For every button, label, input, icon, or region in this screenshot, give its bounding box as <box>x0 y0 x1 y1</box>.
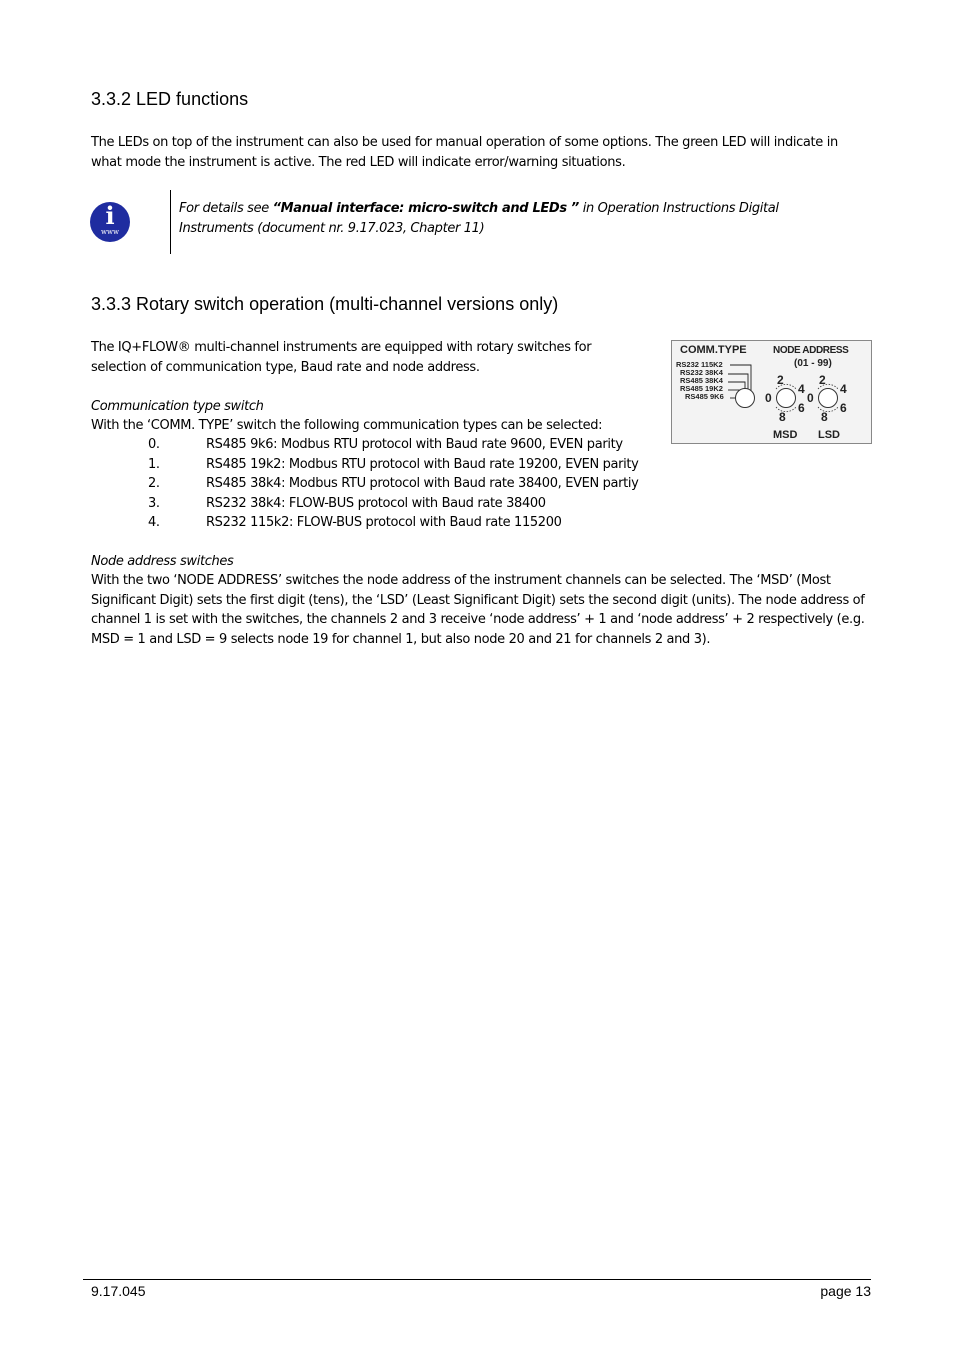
dial-digit: 2 <box>777 373 784 387</box>
dial-digit: 4 <box>840 382 847 396</box>
led-functions-paragraph: The LEDs on top of the instrument can also be used for manual operation of some options. The green LED will indicate in what mode the instrument is active. The red LED will indicate error/warning situations. <box>91 135 838 170</box>
dial-digit: 8 <box>779 410 786 424</box>
list-item-number: 4. <box>148 515 160 530</box>
info-icon-letter: i <box>105 201 115 230</box>
list-item-number: 1. <box>148 456 160 472</box>
dial-digit: 0 <box>807 391 814 405</box>
dial-digit: 8 <box>821 410 828 424</box>
dial-digit: 6 <box>798 401 805 415</box>
footer-divider <box>83 1279 871 1280</box>
dial-digit: 6 <box>840 401 847 415</box>
list-item-number: 2. <box>148 476 160 491</box>
section-heading-led-functions: 3.3.2 LED functions <box>91 89 249 109</box>
dial-digit: 4 <box>798 382 805 396</box>
dial-digit: 0 <box>765 391 772 405</box>
list-item-text: RS485 9k6: Modbus RTU protocol with Baud rate 9600, EVEN parity <box>206 437 623 452</box>
list-item-text: RS485 19k2: Modbus RTU protocol with Baud rate 19200, EVEN parity <box>206 456 639 472</box>
msd-label: MSD <box>773 429 798 441</box>
comm-type-description: With the ‘COMM. TYPE’ switch the following communication types can be selected: <box>91 418 603 433</box>
list-item-text: RS485 38k4: Modbus RTU protocol with Baud rate 38400, EVEN partiy <box>206 476 639 491</box>
comm-type-option-label: RS232 115K2 <box>676 360 723 369</box>
section-heading-rotary-switch: 3.3.3 Rotary switch operation (multi-channel versions only) <box>91 294 559 314</box>
comm-type-title: COMM.TYPE <box>680 344 747 356</box>
footer-page-number: page 13 <box>820 1283 871 1299</box>
rotary-intro-paragraph: The IQ+FLOW® multi-channel instruments are equipped with rotary switches for selection of communication type, Baud rate and node address. <box>91 340 592 375</box>
list-item-text: RS232 115k2: FLOW-BUS protocol with Baud rate 115200 <box>206 515 562 530</box>
comm-type-options <box>676 360 724 401</box>
footer-document-number: 9.17.045 <box>91 1283 146 1299</box>
comm-type-option-label: RS485 9K6 <box>685 392 724 401</box>
rotary-switch-figure <box>671 340 872 444</box>
comm-type-option-label: RS232 38K4 <box>680 368 723 377</box>
node-address-title: NODE ADDRESS <box>773 345 849 356</box>
msd-dial <box>777 389 796 408</box>
node-address-paragraph: With the two ‘NODE ADDRESS’ switches the node address of the instrument channels can be selected. The ‘MSD’ (Most Significant Digit) sets the first digit (tens), the ‘LSD’ (Least Significant Digit) sets the second digit (units). The node address of channel 1 is set with the switches, the channels 2 and 3 receive ‘node address’ + 1 and ‘node address’ + 2 respectively (e.g. MSD = 1 and LSD = 9 selects node 19 for channel 1, but also node 20 and 21 for channels 2 and 3). <box>91 573 865 647</box>
node-address-range: (01 - 99) <box>794 358 832 369</box>
node-address-subheading: Node address switches <box>91 554 234 569</box>
comm-type-option-label: RS485 38K4 <box>680 376 723 385</box>
rotary-switch-diagram <box>672 341 871 443</box>
note-divider <box>170 190 171 254</box>
lsd-label: LSD <box>818 429 840 441</box>
dial-digit: 2 <box>819 373 826 387</box>
comm-type-subheading: Communication type switch <box>91 399 264 414</box>
note-reference-title: “Manual interface: micro-switch and LEDs ” <box>272 201 579 216</box>
note-prefix: For details see <box>179 201 273 216</box>
info-www-icon <box>90 202 130 242</box>
note-suffix: in Operation Instructions Digital Instruments (document nr. 9.17.023, Chapter 11) <box>179 201 779 236</box>
info-icon-www-text: www <box>101 228 119 236</box>
list-item-text: RS232 38k4: FLOW-BUS protocol with Baud rate 38400 <box>206 495 546 511</box>
reference-note <box>179 199 819 238</box>
lsd-dial <box>819 389 838 408</box>
comm-type-option-label: RS485 19K2 <box>680 384 723 393</box>
list-item-number: 3. <box>148 495 160 511</box>
list-item-number: 0. <box>148 437 160 452</box>
comm-type-dial <box>736 389 755 408</box>
